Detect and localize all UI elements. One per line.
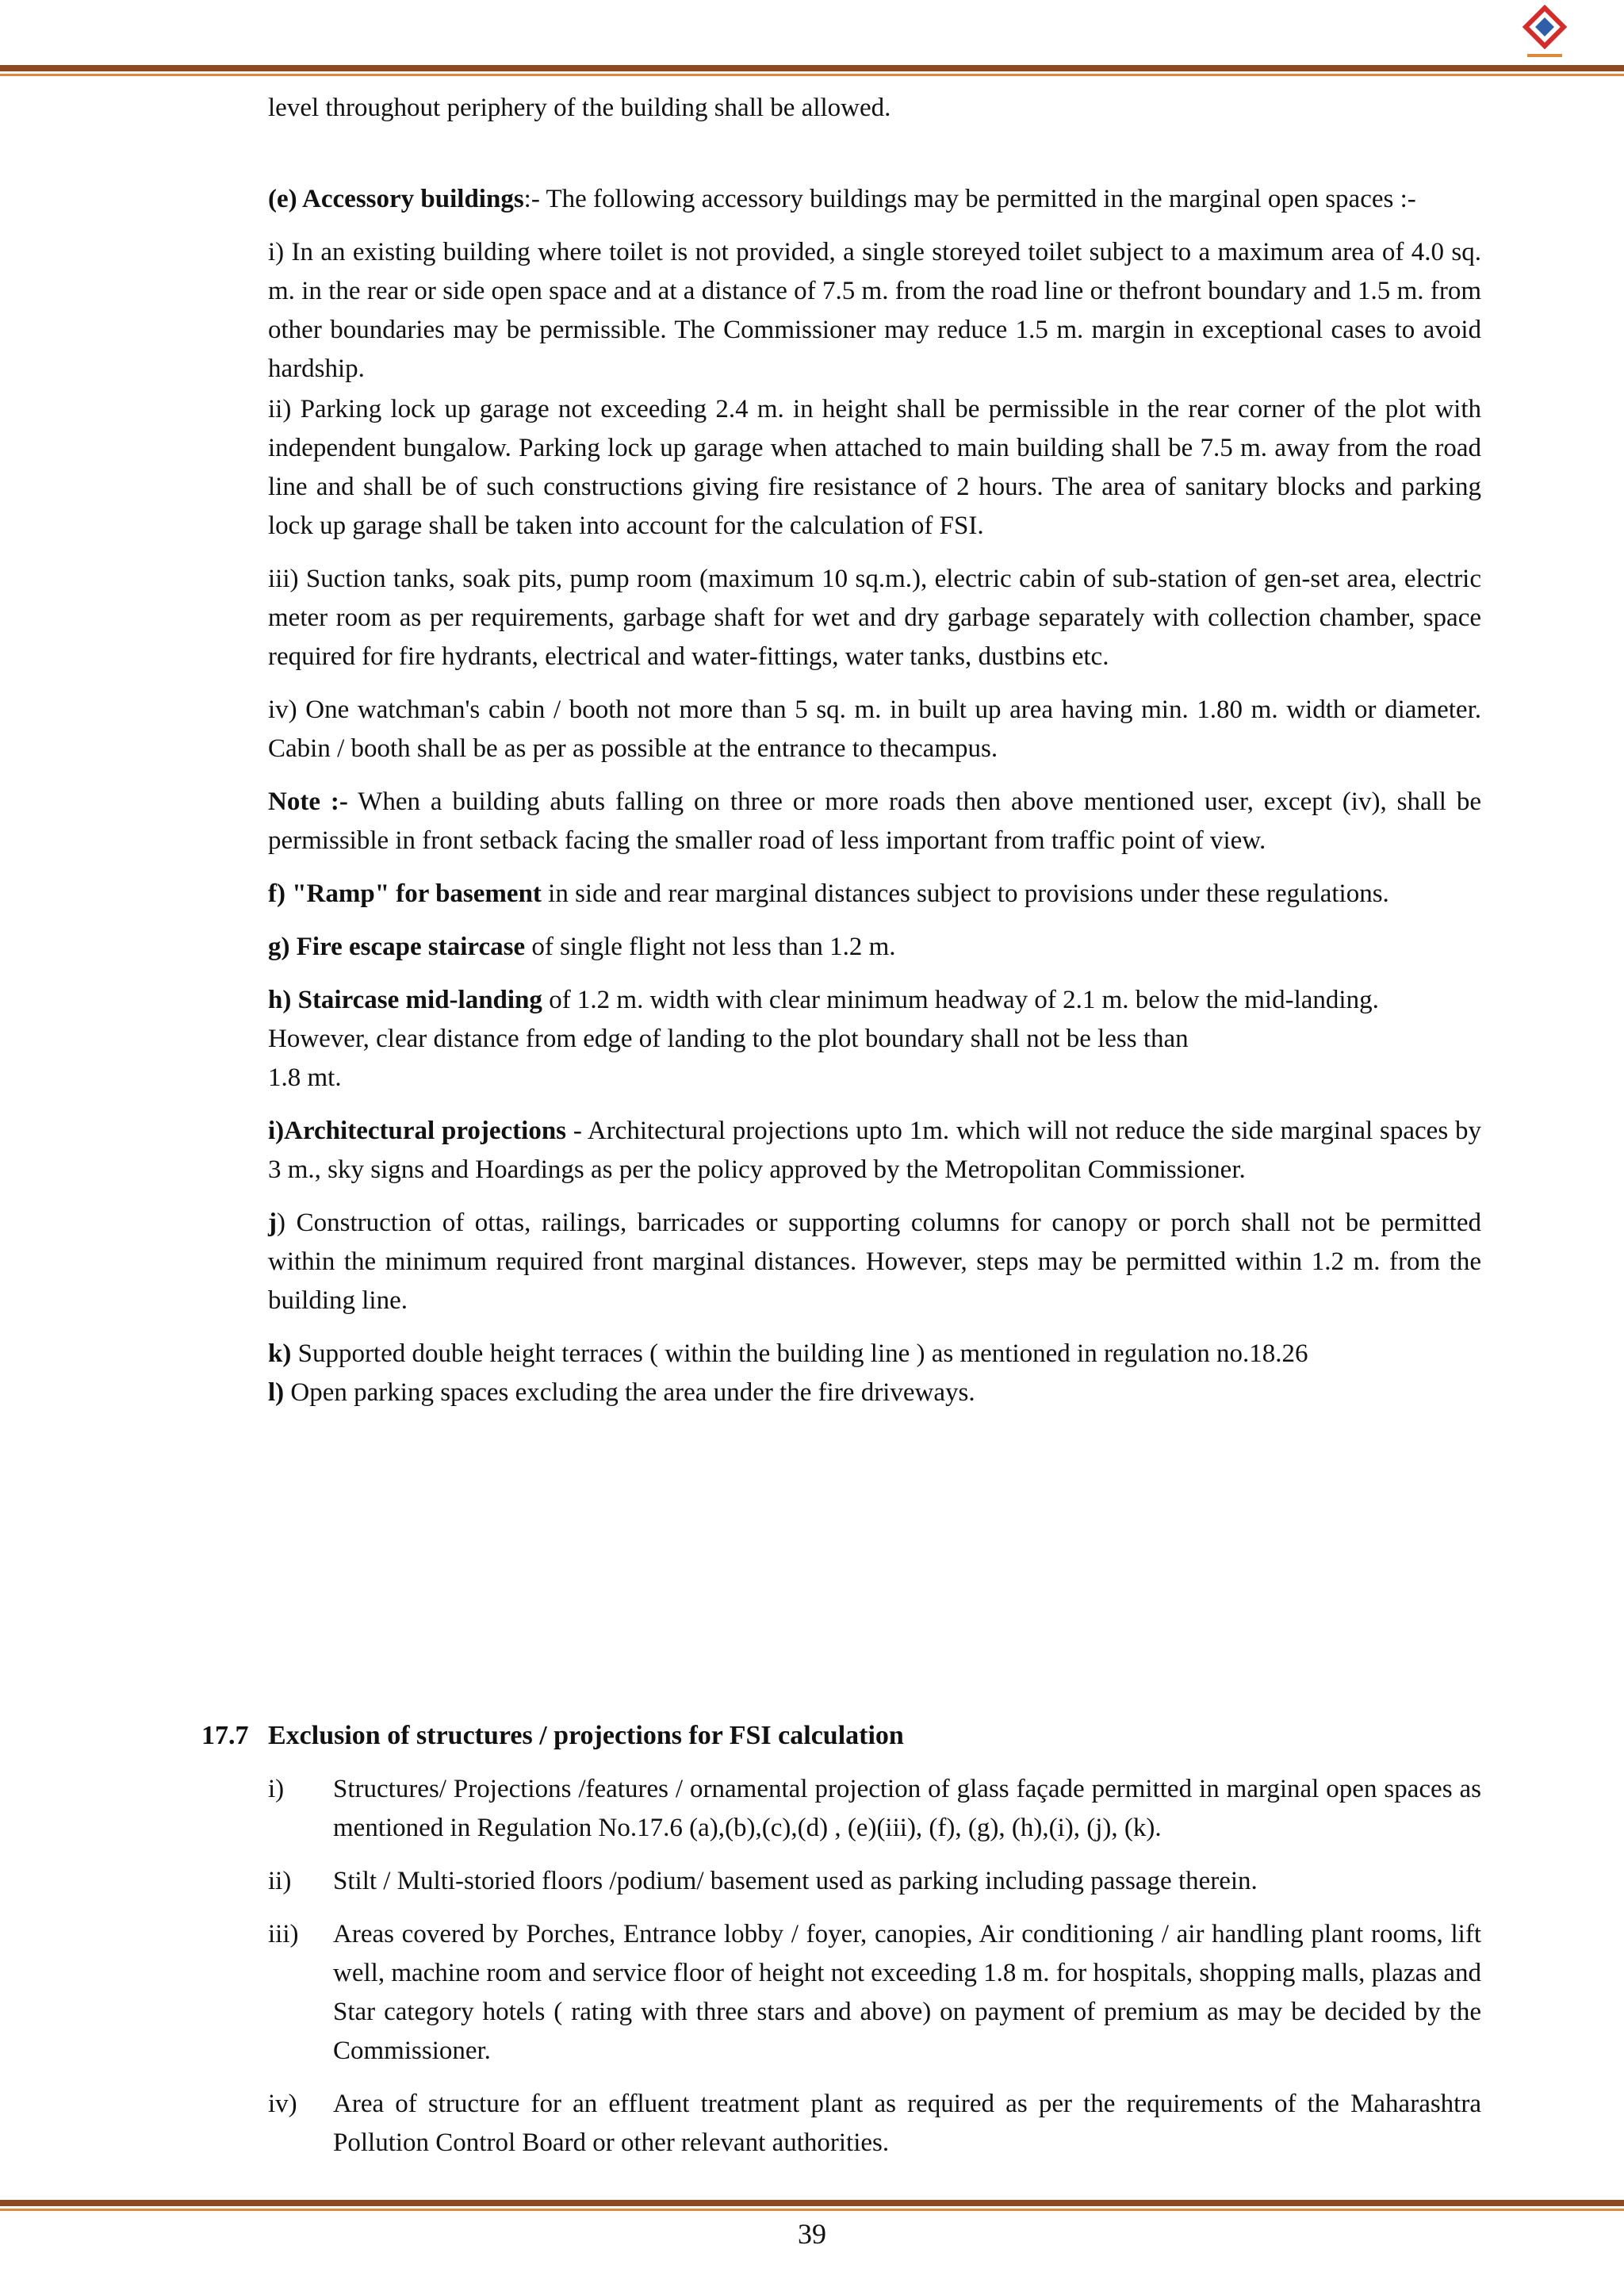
exclusion-list — [268, 1770, 1481, 2163]
clause-h-heading: h) Staircase mid-landing — [268, 986, 542, 1014]
clause-h-text-cont: 1.8 mt. — [268, 1063, 342, 1092]
clause-h-text: of 1.2 m. width with clear minimum headway of 2.1 m. below the mid-landing. However, clear distance from edge of landing to the plot boundary shall not be less than — [268, 986, 1379, 1053]
list-item-marker: i) — [268, 1775, 285, 1803]
list-item — [268, 2085, 1481, 2163]
list-item-text: Structures/ Projections /features / ornamental projection of glass façade permitted in marginal open spaces as mentioned in Regulation No.17.6 (a),(b),(c),(d) , (e)(iii), (f), (g), (h),(i), (j), (k). — [333, 1775, 1481, 1842]
clause-g-text: of single flight not less than 1.2 m. — [525, 933, 896, 961]
list-item — [268, 1862, 1481, 1901]
clause-i-text: - Architectural projections upto 1m. which will not reduce the side marginal spaces by 3 m., sky signs and Hoardings as per the policy approved by the Metropolitan Commissioner. — [268, 1117, 1481, 1184]
clause-f-heading: f) "Ramp" for basement — [268, 879, 542, 908]
clause-g — [268, 928, 1481, 967]
clause-f-text: in side and rear marginal distances subject to provisions under these regulations. — [541, 879, 1389, 908]
continued-paragraph: level throughout periphery of the building shall be allowed. — [268, 94, 891, 122]
list-item-marker: iii) — [268, 1920, 299, 1948]
note-heading: Note :- — [268, 787, 348, 816]
note — [268, 783, 1481, 860]
page-number: 39 — [798, 2218, 826, 2250]
note-text: When a building abuts falling on three or more roads then above mentioned user, except (iv), shall be permissible in front setback facing the smaller road of less important from traffic point of view. — [268, 787, 1482, 855]
clause-e-iv: iv) One watchman's cabin / booth not more than 5 sq. m. in built up area having min. 1.80 m. width or diameter. Cabin / booth shall be as per as possible at the entrance to thecampus. — [268, 695, 1481, 763]
list-item-text: Stilt / Multi-storied floors /podium/ basement used as parking including passage therein. — [333, 1867, 1258, 1895]
clause-j-text: ) Construction of ottas, railings, barricades or supporting columns for canopy or porch shall not be permitted within the minimum required front marginal distances. However, steps may be permitted within 1.2 m. from the building line. — [268, 1209, 1481, 1315]
clause-j — [268, 1204, 1481, 1320]
clause-k-text: Supported double height terraces ( within the building line ) as mentioned in regulation no.18.26 — [291, 1339, 1308, 1368]
municipal-logo — [1516, 5, 1573, 65]
list-item-text: Area of structure for an effluent treatment plant as required as per the requirements of the Maharashtra Pollution Control Board or other relevant authorities. — [333, 2090, 1481, 2157]
header-rule — [0, 65, 1624, 76]
clause-i — [268, 1112, 1481, 1190]
clause-h — [268, 981, 1481, 1098]
section-heading — [201, 1716, 904, 1755]
clause-e-ii: ii) Parking lock up garage not exceeding 2.4 m. in height shall be permissible in the rear corner of the plot with independent bungalow. Parking lock up garage when attached to main building shall be 7.5 m. away from the road line and shall be of such constructions giving fire resistance of 2 hours. The area of sanitary blocks and parking lock up garage shall be taken into account for the calculation of FSI. — [268, 395, 1481, 540]
section-number: 17.7 — [201, 1721, 249, 1750]
page-body — [268, 89, 1481, 1412]
list-item-marker: iv) — [268, 2090, 297, 2118]
clause-e-heading: (e) Accessory buildings — [268, 185, 524, 213]
clause-l-heading: l) — [268, 1378, 285, 1407]
clause-k-heading: k) — [268, 1339, 292, 1368]
clause-e-text: :- The following accessory buildings may be permitted in the marginal open spaces :- — [523, 185, 1416, 213]
section-title: Exclusion of structures / projections for FSI calculation — [268, 1721, 904, 1750]
clause-g-heading: g) Fire escape staircase — [268, 933, 526, 961]
clause-i-heading: i)Architectural projections — [268, 1117, 567, 1145]
list-item — [268, 1770, 1481, 1848]
list-item-marker: ii) — [268, 1867, 292, 1895]
clause-k — [268, 1335, 1481, 1374]
list-item — [268, 1915, 1481, 2071]
clause-j-heading: j — [268, 1209, 277, 1237]
clause-l — [268, 1374, 1481, 1412]
clause-l-text: Open parking spaces excluding the area under the fire driveways. — [284, 1378, 975, 1407]
clause-f — [268, 875, 1481, 914]
list-item-text: Areas covered by Porches, Entrance lobby / foyer, canopies, Air conditioning / air handling plant rooms, lift well, machine room and service floor of height not exceeding 1.8 m. for hospitals, shopping malls, plazas and Star category hotels ( rating with three stars and above) on payment of premium as may be decided by the Commissioner. — [333, 1920, 1481, 2065]
clause-e — [268, 180, 1481, 219]
footer-rule — [0, 2200, 1624, 2211]
clause-e-iii: iii) Suction tanks, soak pits, pump room (maximum 10 sq.m.), electric cabin of sub-station of gen-set area, electric meter room as per requirements, garbage shaft for wet and dry garbage separately with collection chamber, space required for fire hydrants, electrical and water-fittings, water tanks, dustbins etc. — [268, 565, 1481, 671]
clause-e-i: i) In an existing building where toilet is not provided, a single storeyed toilet subject to a maximum area of 4.0 sq. m. in the rear or side open space and at a distance of 7.5 m. from the road line or thefront boundary and 1.5 m. from other boundaries may be permissible. The Commissioner may reduce 1.5 m. margin in exceptional cases to avoid hardship. — [268, 238, 1481, 383]
